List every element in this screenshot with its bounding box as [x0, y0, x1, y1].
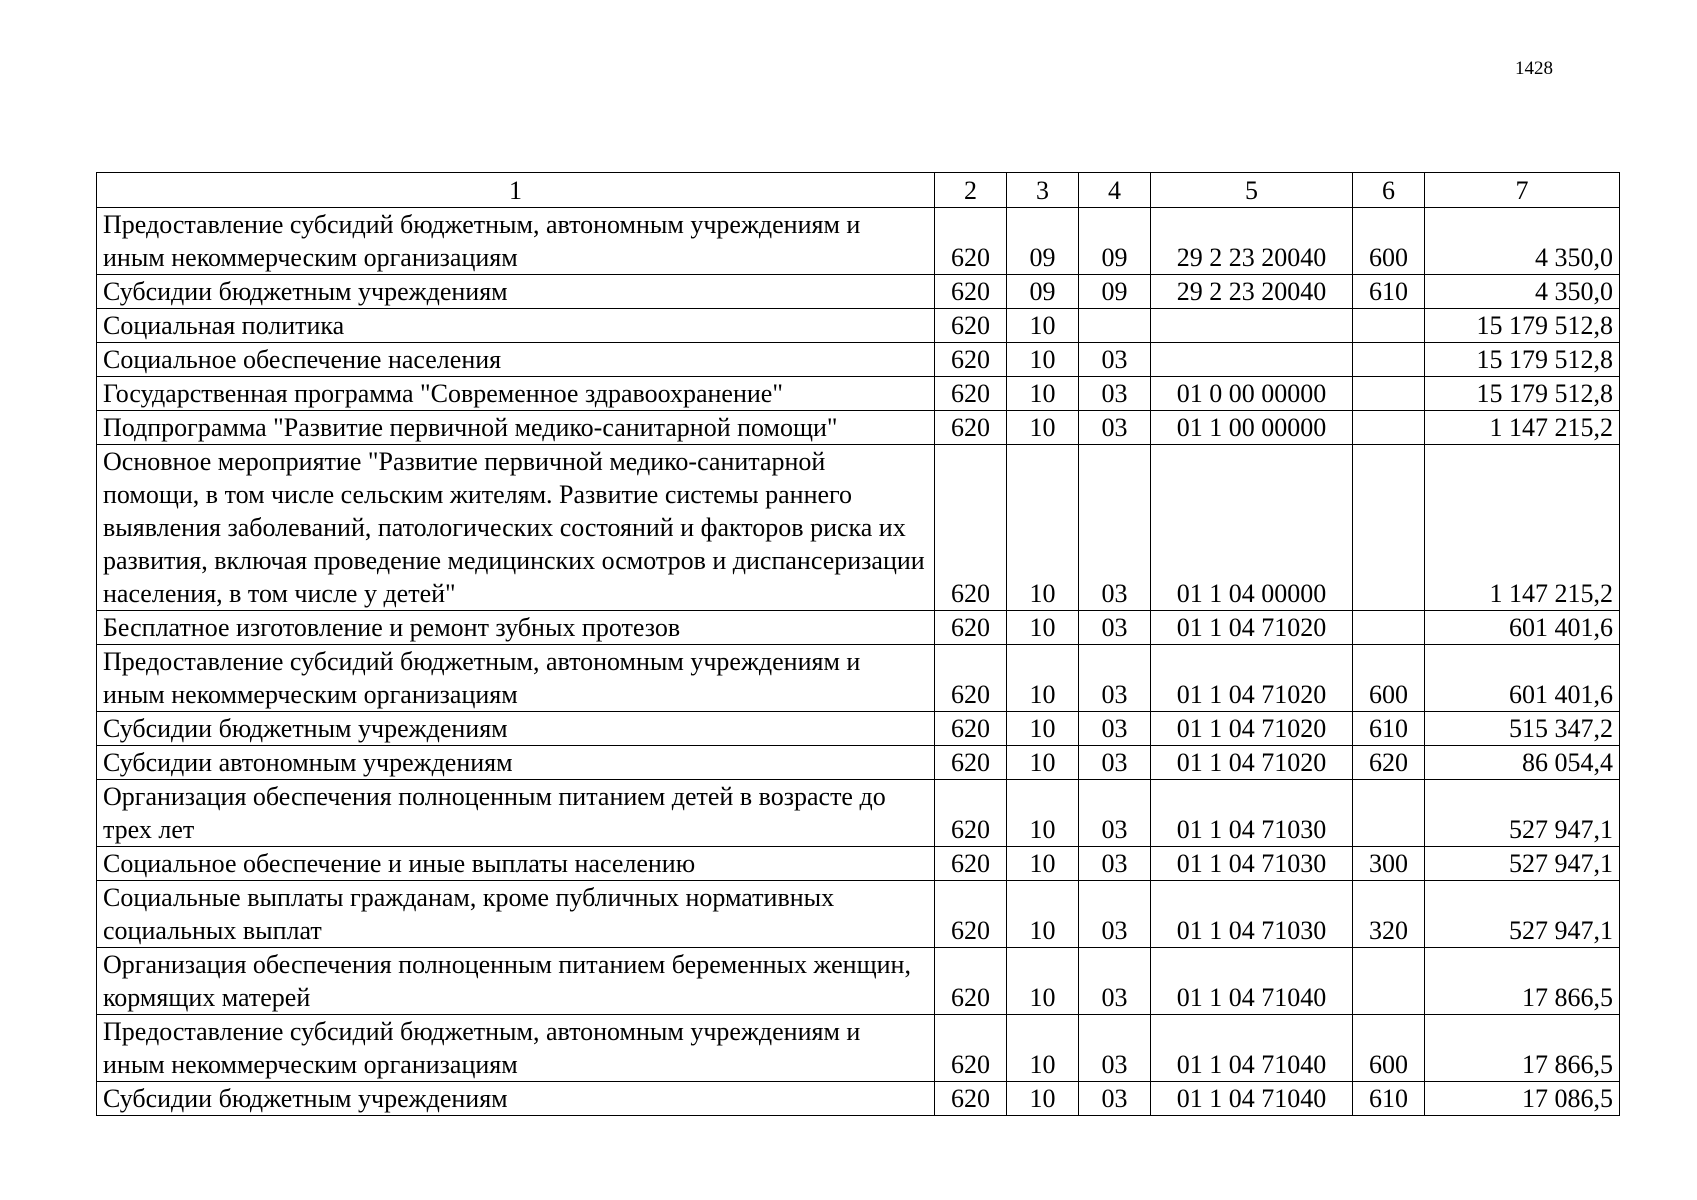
ministry-code-cell: 620	[935, 309, 1007, 343]
amount-cell: 1 147 215,2	[1425, 411, 1620, 445]
target-article-cell: 01 1 04 71020	[1151, 746, 1353, 780]
table-row	[97, 1082, 1620, 1116]
expense-type-cell: 620	[1353, 746, 1425, 780]
table-row	[97, 411, 1620, 445]
table-row	[97, 948, 1620, 1015]
table-row	[97, 275, 1620, 309]
expense-type-cell	[1353, 445, 1425, 611]
table-body	[97, 208, 1620, 1116]
amount-cell: 15 179 512,8	[1425, 309, 1620, 343]
row-name-cell: Государственная программа "Современное здравоохранение"	[97, 377, 935, 411]
expense-type-cell	[1353, 948, 1425, 1015]
subsection-code-cell: 03	[1079, 712, 1151, 746]
section-code-cell: 10	[1007, 948, 1079, 1015]
target-article-cell	[1151, 309, 1353, 343]
target-article-cell: 01 1 04 71030	[1151, 847, 1353, 881]
ministry-code-cell: 620	[935, 645, 1007, 712]
subsection-code-cell: 03	[1079, 645, 1151, 712]
section-code-cell: 10	[1007, 377, 1079, 411]
ministry-code-cell: 620	[935, 377, 1007, 411]
expense-type-cell	[1353, 411, 1425, 445]
row-name-cell: Социальная политика	[97, 309, 935, 343]
row-name-cell: Предоставление субсидий бюджетным, автономным учреждениям и иным некоммерческим организациям	[97, 645, 935, 712]
table-row	[97, 847, 1620, 881]
table-header-row	[97, 173, 1620, 208]
subsection-code-cell: 03	[1079, 377, 1151, 411]
row-name-cell: Предоставление субсидий бюджетным, автономным учреждениям и иным некоммерческим организациям	[97, 208, 935, 275]
amount-cell: 1 147 215,2	[1425, 445, 1620, 611]
section-code-cell: 10	[1007, 1082, 1079, 1116]
table-row	[97, 1015, 1620, 1082]
column-number-7: 7	[1425, 173, 1620, 208]
subsection-code-cell: 03	[1079, 746, 1151, 780]
subsection-code-cell	[1079, 309, 1151, 343]
ministry-code-cell: 620	[935, 746, 1007, 780]
table-row	[97, 712, 1620, 746]
row-name-cell: Социальные выплаты гражданам, кроме публичных нормативных социальных выплат	[97, 881, 935, 948]
ministry-code-cell: 620	[935, 712, 1007, 746]
target-article-cell: 01 1 04 71020	[1151, 712, 1353, 746]
ministry-code-cell: 620	[935, 208, 1007, 275]
section-code-cell: 10	[1007, 780, 1079, 847]
ministry-code-cell: 620	[935, 780, 1007, 847]
section-code-cell: 10	[1007, 645, 1079, 712]
table-row	[97, 343, 1620, 377]
table-row	[97, 881, 1620, 948]
ministry-code-cell: 620	[935, 343, 1007, 377]
section-code-cell: 10	[1007, 411, 1079, 445]
amount-cell: 17 086,5	[1425, 1082, 1620, 1116]
subsection-code-cell: 09	[1079, 208, 1151, 275]
subsection-code-cell: 03	[1079, 1015, 1151, 1082]
target-article-cell: 01 1 04 71040	[1151, 948, 1353, 1015]
section-code-cell: 10	[1007, 309, 1079, 343]
target-article-cell: 29 2 23 20040	[1151, 275, 1353, 309]
section-code-cell: 09	[1007, 208, 1079, 275]
expense-type-cell	[1353, 377, 1425, 411]
expense-type-cell	[1353, 343, 1425, 377]
expense-type-cell: 600	[1353, 1015, 1425, 1082]
amount-cell: 17 866,5	[1425, 948, 1620, 1015]
expense-type-cell: 320	[1353, 881, 1425, 948]
subsection-code-cell: 03	[1079, 445, 1151, 611]
amount-cell: 515 347,2	[1425, 712, 1620, 746]
ministry-code-cell: 620	[935, 1015, 1007, 1082]
target-article-cell: 01 1 00 00000	[1151, 411, 1353, 445]
ministry-code-cell: 620	[935, 881, 1007, 948]
target-article-cell: 01 1 04 71040	[1151, 1015, 1353, 1082]
amount-cell: 17 866,5	[1425, 1015, 1620, 1082]
ministry-code-cell: 620	[935, 1082, 1007, 1116]
row-name-cell: Субсидии автономным учреждениям	[97, 746, 935, 780]
column-number-4: 4	[1079, 173, 1151, 208]
expense-type-cell: 610	[1353, 1082, 1425, 1116]
row-name-cell: Субсидии бюджетным учреждениям	[97, 275, 935, 309]
expense-type-cell	[1353, 780, 1425, 847]
ministry-code-cell: 620	[935, 948, 1007, 1015]
subsection-code-cell: 03	[1079, 847, 1151, 881]
budget-table	[96, 172, 1620, 1116]
amount-cell: 4 350,0	[1425, 208, 1620, 275]
page-number: 1428	[1515, 58, 1553, 79]
target-article-cell: 01 1 04 71020	[1151, 645, 1353, 712]
table-row	[97, 611, 1620, 645]
target-article-cell: 01 1 04 71020	[1151, 611, 1353, 645]
subsection-code-cell: 03	[1079, 411, 1151, 445]
section-code-cell: 09	[1007, 275, 1079, 309]
ministry-code-cell: 620	[935, 611, 1007, 645]
ministry-code-cell: 620	[935, 445, 1007, 611]
section-code-cell: 10	[1007, 611, 1079, 645]
amount-cell: 601 401,6	[1425, 645, 1620, 712]
row-name-cell: Организация обеспечения полноценным питанием беременных женщин, кормящих матерей	[97, 948, 935, 1015]
row-name-cell: Предоставление субсидий бюджетным, автономным учреждениям и иным некоммерческим организациям	[97, 1015, 935, 1082]
section-code-cell: 10	[1007, 1015, 1079, 1082]
target-article-cell: 01 1 04 71030	[1151, 780, 1353, 847]
column-number-1: 1	[97, 173, 935, 208]
table-row	[97, 645, 1620, 712]
column-number-6: 6	[1353, 173, 1425, 208]
subsection-code-cell: 03	[1079, 611, 1151, 645]
subsection-code-cell: 03	[1079, 1082, 1151, 1116]
row-name-cell: Бесплатное изготовление и ремонт зубных протезов	[97, 611, 935, 645]
target-article-cell: 01 0 00 00000	[1151, 377, 1353, 411]
subsection-code-cell: 03	[1079, 780, 1151, 847]
target-article-cell: 29 2 23 20040	[1151, 208, 1353, 275]
row-name-cell: Социальное обеспечение населения	[97, 343, 935, 377]
section-code-cell: 10	[1007, 847, 1079, 881]
row-name-cell: Субсидии бюджетным учреждениям	[97, 1082, 935, 1116]
row-name-cell: Организация обеспечения полноценным питанием детей в возрасте до трех лет	[97, 780, 935, 847]
row-name-cell: Субсидии бюджетным учреждениям	[97, 712, 935, 746]
expense-type-cell: 600	[1353, 208, 1425, 275]
row-name-cell: Основное мероприятие "Развитие первичной медико-санитарной помощи, в том числе сельским жителям. Развитие системы раннего выявления заболеваний, патологических состояний и факторов риска их развития, включая проведение медицинских осмотров и диспансеризации населения, в том числе у детей"	[97, 445, 935, 611]
target-article-cell: 01 1 04 71030	[1151, 881, 1353, 948]
ministry-code-cell: 620	[935, 411, 1007, 445]
section-code-cell: 10	[1007, 712, 1079, 746]
target-article-cell: 01 1 04 71040	[1151, 1082, 1353, 1116]
amount-cell: 527 947,1	[1425, 881, 1620, 948]
expense-type-cell: 610	[1353, 712, 1425, 746]
table-row	[97, 746, 1620, 780]
column-number-2: 2	[935, 173, 1007, 208]
expense-type-cell	[1353, 309, 1425, 343]
ministry-code-cell: 620	[935, 847, 1007, 881]
row-name-cell: Социальное обеспечение и иные выплаты населению	[97, 847, 935, 881]
target-article-cell	[1151, 343, 1353, 377]
amount-cell: 15 179 512,8	[1425, 377, 1620, 411]
expense-type-cell: 300	[1353, 847, 1425, 881]
amount-cell: 527 947,1	[1425, 780, 1620, 847]
amount-cell: 86 054,4	[1425, 746, 1620, 780]
subsection-code-cell: 09	[1079, 275, 1151, 309]
table-row	[97, 780, 1620, 847]
expense-type-cell	[1353, 611, 1425, 645]
expense-type-cell: 600	[1353, 645, 1425, 712]
section-code-cell: 10	[1007, 445, 1079, 611]
table-row	[97, 208, 1620, 275]
subsection-code-cell: 03	[1079, 343, 1151, 377]
amount-cell: 4 350,0	[1425, 275, 1620, 309]
row-name-cell: Подпрограмма "Развитие первичной медико-санитарной помощи"	[97, 411, 935, 445]
target-article-cell: 01 1 04 00000	[1151, 445, 1353, 611]
table-row	[97, 309, 1620, 343]
amount-cell: 15 179 512,8	[1425, 343, 1620, 377]
column-number-5: 5	[1151, 173, 1353, 208]
subsection-code-cell: 03	[1079, 948, 1151, 1015]
ministry-code-cell: 620	[935, 275, 1007, 309]
table-row	[97, 377, 1620, 411]
subsection-code-cell: 03	[1079, 881, 1151, 948]
amount-cell: 601 401,6	[1425, 611, 1620, 645]
section-code-cell: 10	[1007, 881, 1079, 948]
expense-type-cell: 610	[1353, 275, 1425, 309]
table-row	[97, 445, 1620, 611]
section-code-cell: 10	[1007, 746, 1079, 780]
amount-cell: 527 947,1	[1425, 847, 1620, 881]
column-number-3: 3	[1007, 173, 1079, 208]
section-code-cell: 10	[1007, 343, 1079, 377]
